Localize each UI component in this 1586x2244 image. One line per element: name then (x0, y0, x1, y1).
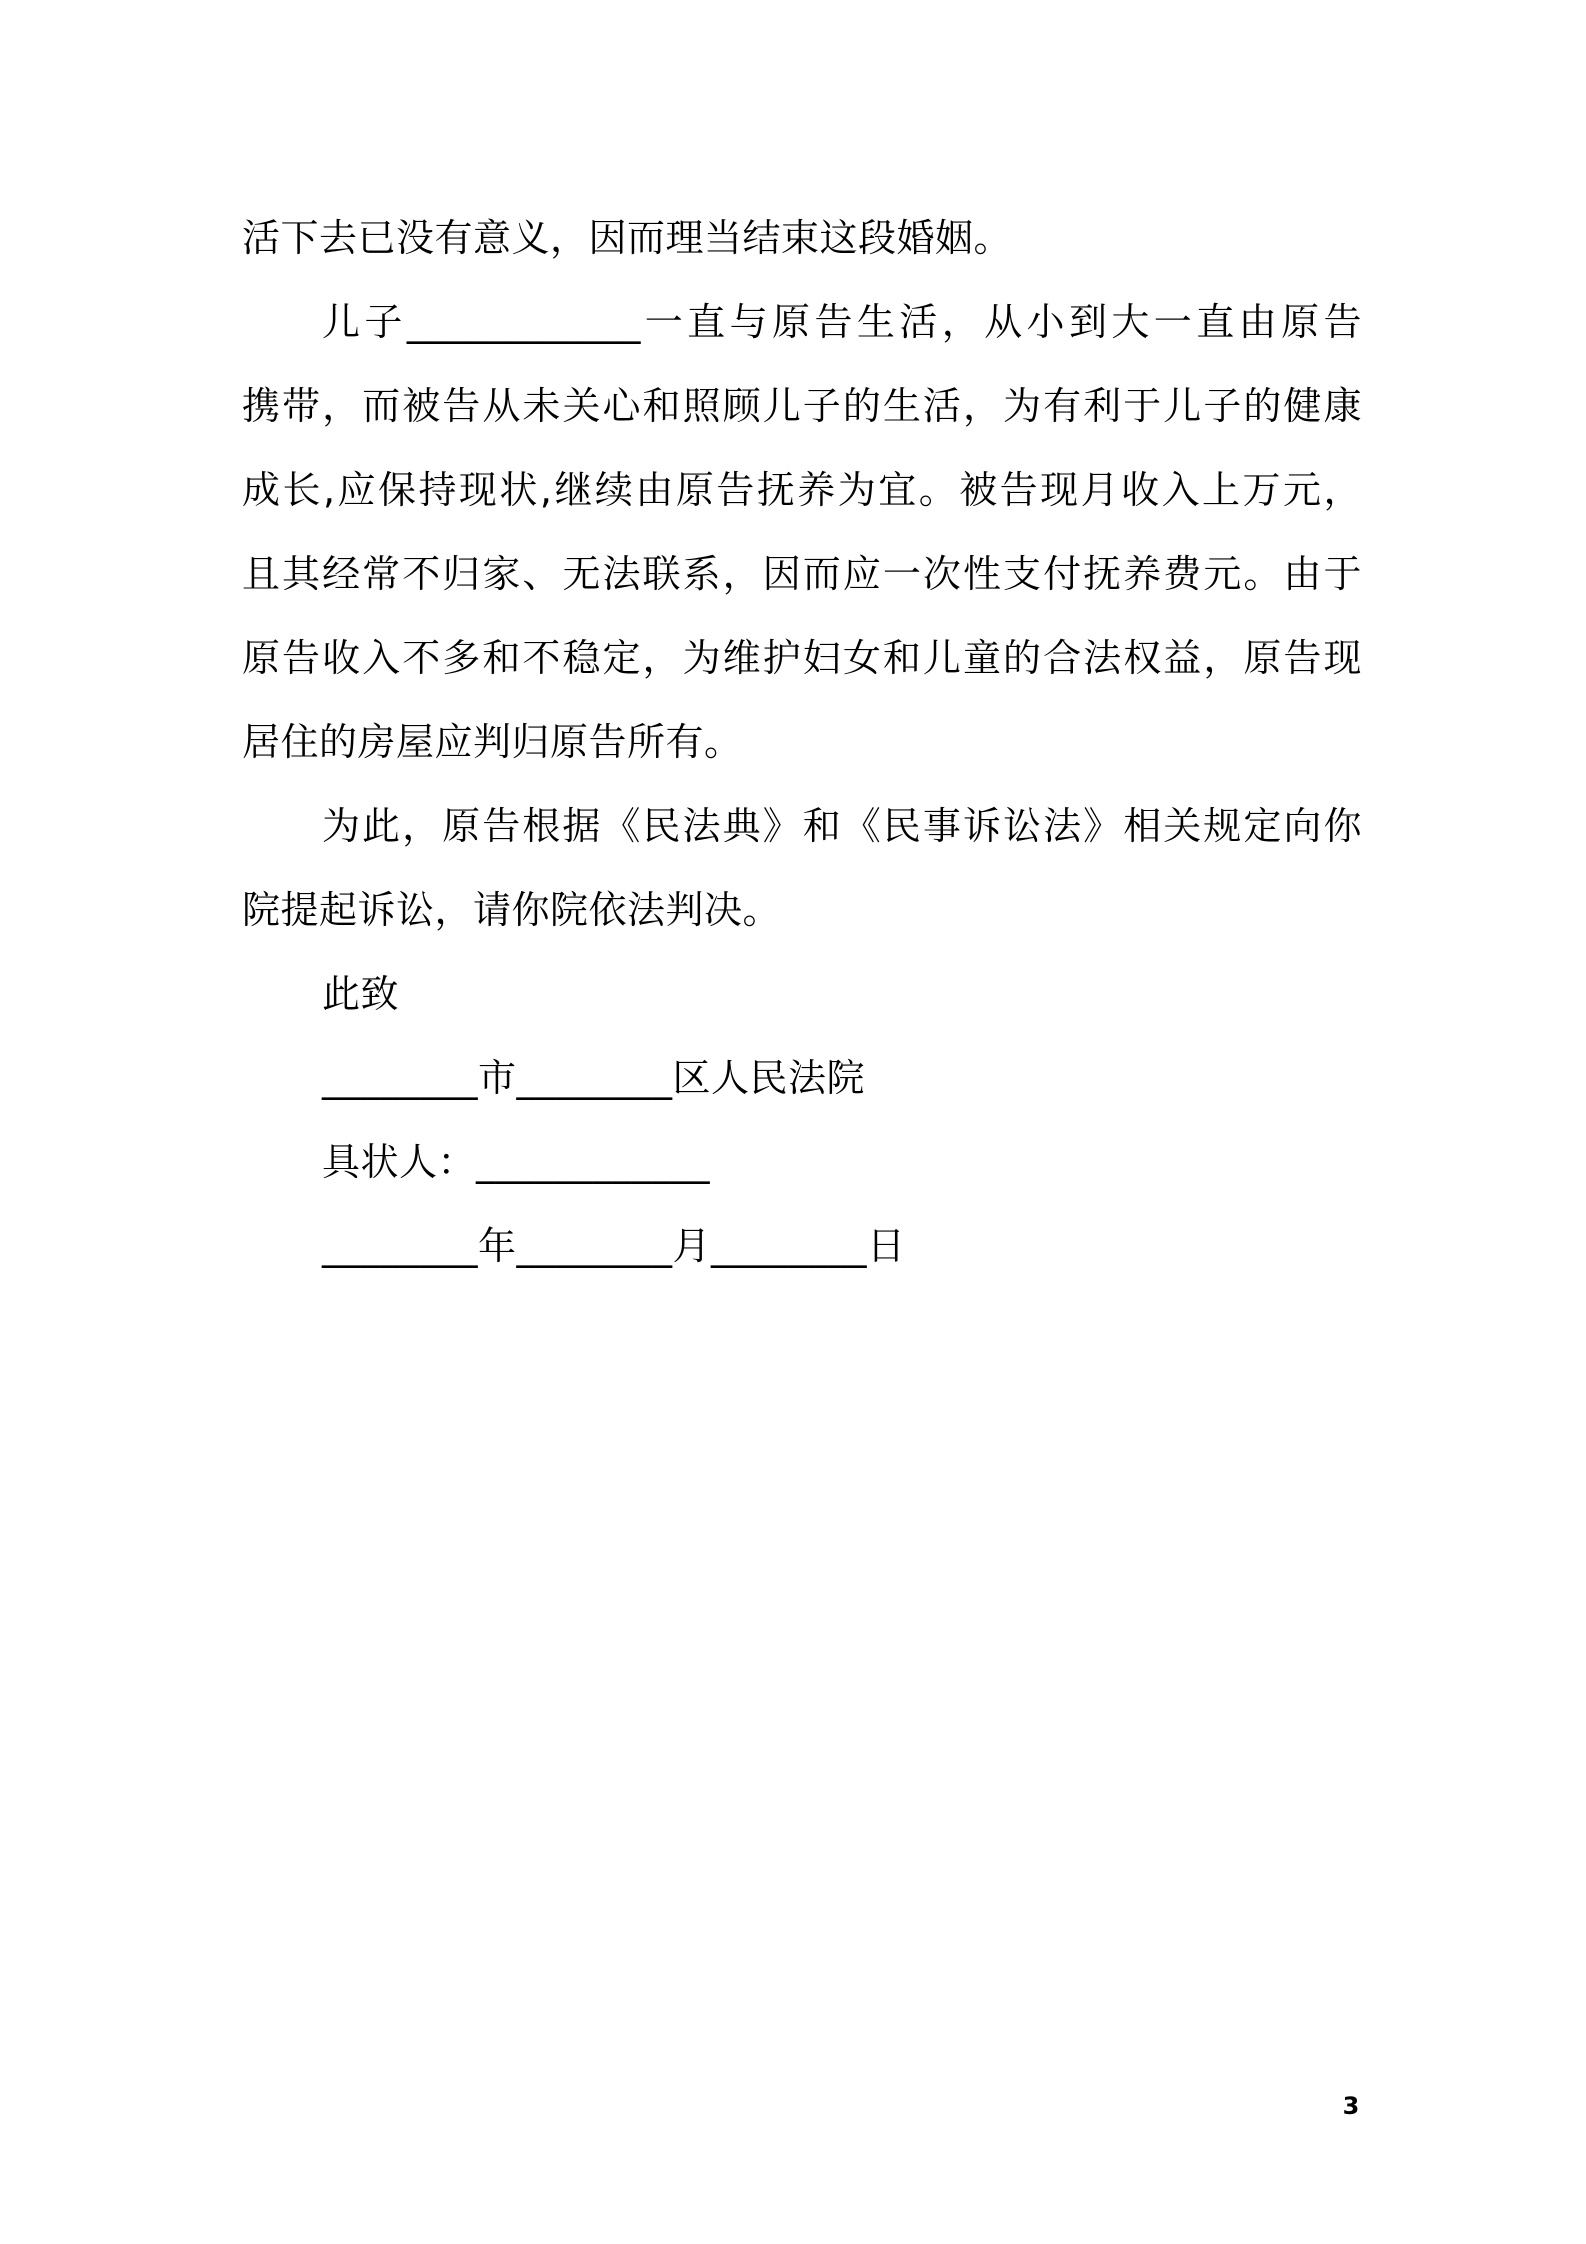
plaintiff-signature: 具状人：____________ (322, 1140, 711, 1184)
document-body (242, 196, 1362, 1288)
paragraph-line: 且其经常不归家、无法联系，因而应一次性支付抚养费元。由于 (242, 552, 1362, 596)
paragraph-line: 成长,应保持现状,继续由原告抚养为宜。被告现月收入上万元， (242, 468, 1362, 512)
date-line: ________年________月________日 (322, 1224, 906, 1268)
paragraph-line: 为此，原告根据《民法典》和《民事诉讼法》相关规定向你 (322, 804, 1362, 848)
salutation: 此致 (322, 972, 400, 1016)
paragraph-line: 院提起诉讼，请你院依法判决。 (242, 888, 782, 932)
paragraph-line: 原告收入不多和不稳定，为维护妇女和儿童的合法权益，原告现 (242, 636, 1362, 680)
page-number: 3 (1342, 2092, 1360, 2120)
court-address: ________市________区人民法院 (322, 1056, 866, 1100)
paragraph-line: 活下去已没有意义，因而理当结束这段婚姻。 (242, 216, 1013, 260)
paragraph-line: 携带，而被告从未关心和照顾儿子的生活，为有利于儿子的健康 (242, 384, 1362, 428)
paragraph-line: 儿子____________一直与原告生活，从小到大一直由原告 (322, 300, 1362, 344)
paragraph-line: 居住的房屋应判归原告所有。 (242, 720, 743, 764)
